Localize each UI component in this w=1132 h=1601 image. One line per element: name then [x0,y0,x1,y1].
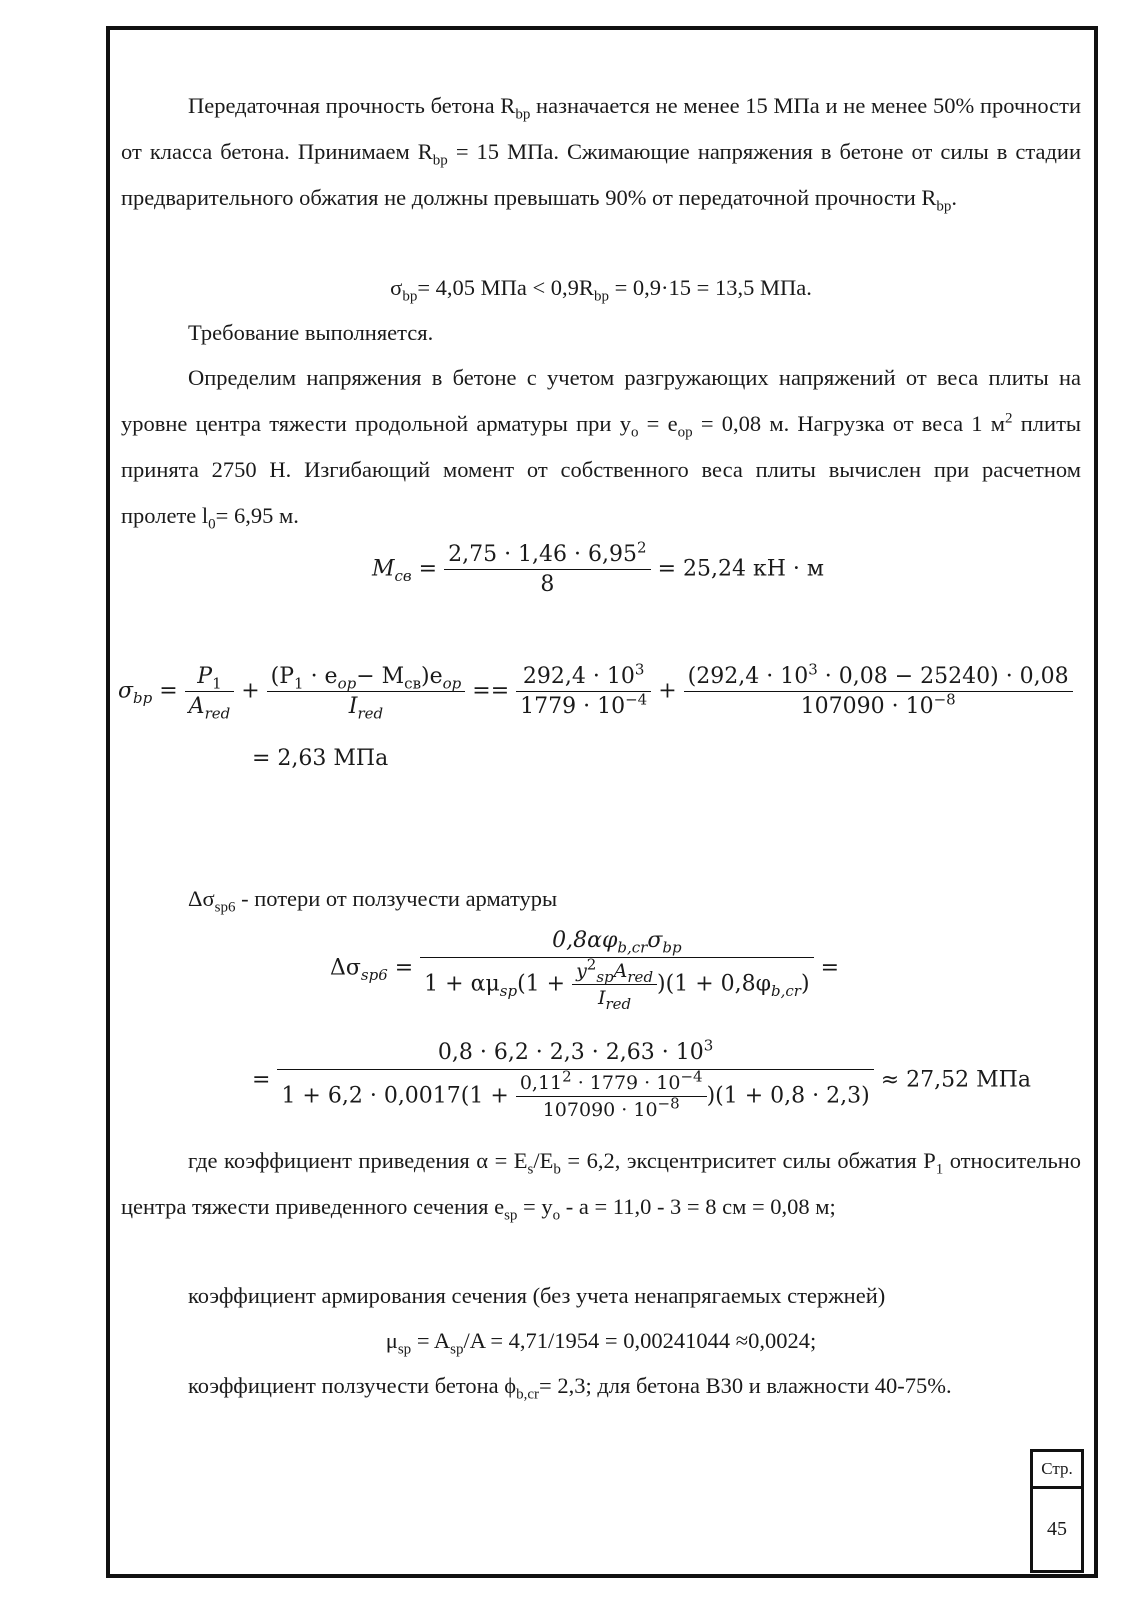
equation-sigma-result: = 2,63 МПа [252,746,389,771]
paragraph-stresses: Определим напряжения в бетоне с учетом разгружающих напряжений от веса плиты на уровне центра тяжести продольной арматуры при $y_o = e_{op} = 0,08$ м. Нагрузка от веса 1 $м^2$ плиты принята 2750 Н. Изгибающий момент от собственного веса плиты вычислен при расчетном пролете $l_0= 6,95$ м. [121,365,1082,533]
equation-mu: $\mu_{sp} = A_{sp}/A = 4,71/1954 = 0,00241044 \approx 0,0024$; [385,1328,817,1358]
paragraph-creep-losses: $\Delta\sigma_{sp6}$ - потери от ползучести арматуры [188,886,558,916]
paragraph-coefficients: где коэффициент приведения $\alpha = E_s/E_b = 6,2$, эксцентриситет силы обжатия $P_1$ относительно центра тяжести приведенного сечения $e_{sp} = y_o - a = 11,0 - 3 = 8$ см = 0,08 м; [121,1148,1081,1224]
page-number-stamp [1030,1449,1084,1573]
equation-loss-formula: $\Delta\sigma_{sp6}$ = $0,8\alpha\varphi_{b,cr}\sigma_{bp}$ $1 + \alpha\mu_{sp}(1$ + $\frac{y^2_{sp}A_{red}}{I_{red}}$ )$(1 + 0,8\varphi_{b,cr})$ = [330,928,840,1013]
equation-sigma-check: $\sigma_{bp}= 4,05$ МПа < $0,9R_{bp} = 0,9\cdot 15 = 13,5$ МПа. [390,275,812,305]
equation-moment: $M_{св}$ = $\frac{2,75 \cdot 1,46 \cdot 6,95^2}{8}$ = 25,24 кН · м [372,538,824,597]
paragraph-reinforcement-ratio: коэффициент армирования сечения (без учета ненапрягаемых стержней) [188,1283,886,1308]
paragraph-creep-coefficient: коэффициент ползучести бетона $\phi_{b,cr}= 2,3$; для бетона В30 и влажности 40-75%. [188,1373,952,1403]
paragraph-transfer-strength: Передаточная прочность бетона $R_{bp}$ назначается не менее 15 МПа и не менее 50% прочности от класса бетона. Принимаем $R_{bp} = 15$ МПа. Сжимающие напряжения в бетоне от силы в стадии предварительного обжатия не должны превышать 90% от передаточной прочности $R_{bp}$. [121,93,1082,215]
page-label: Стр. [1033,1452,1081,1489]
paragraph-requirement: Требование выполняется. [188,320,434,345]
equation-sigma-bp: $\sigma_{bp}$ = $\frac{P_1}{A_{red}}$ + $\frac{(P_1 \cdot e_{op}- M_{св})e_{op}}{I_{red}}$ == $\frac{292,4 \cdot 10^3}{1779 \cdot 10^{-4}}$ + $\frac{(292,4 \cdot 10^3 \cdot 0,08 - 25240) \cdot 0,08}{107090 \cdot 10^{-8}}$ [118,664,1073,719]
equation-loss-numeric: = $0,8 \cdot 6,2 \cdot 2,3 \cdot 2,63 \cdot 10^3$ 1 + 6,2 · 0,0017(1 + $\frac{0,11^2 \cdot 1779 \cdot 10^{-4}}{107090 \cdot 10^{-8}}$ )(1 + 0,8 · 2,3) ≈ 27,52 МПа [252,1036,1031,1121]
page-number: 45 [1047,1518,1067,1540]
